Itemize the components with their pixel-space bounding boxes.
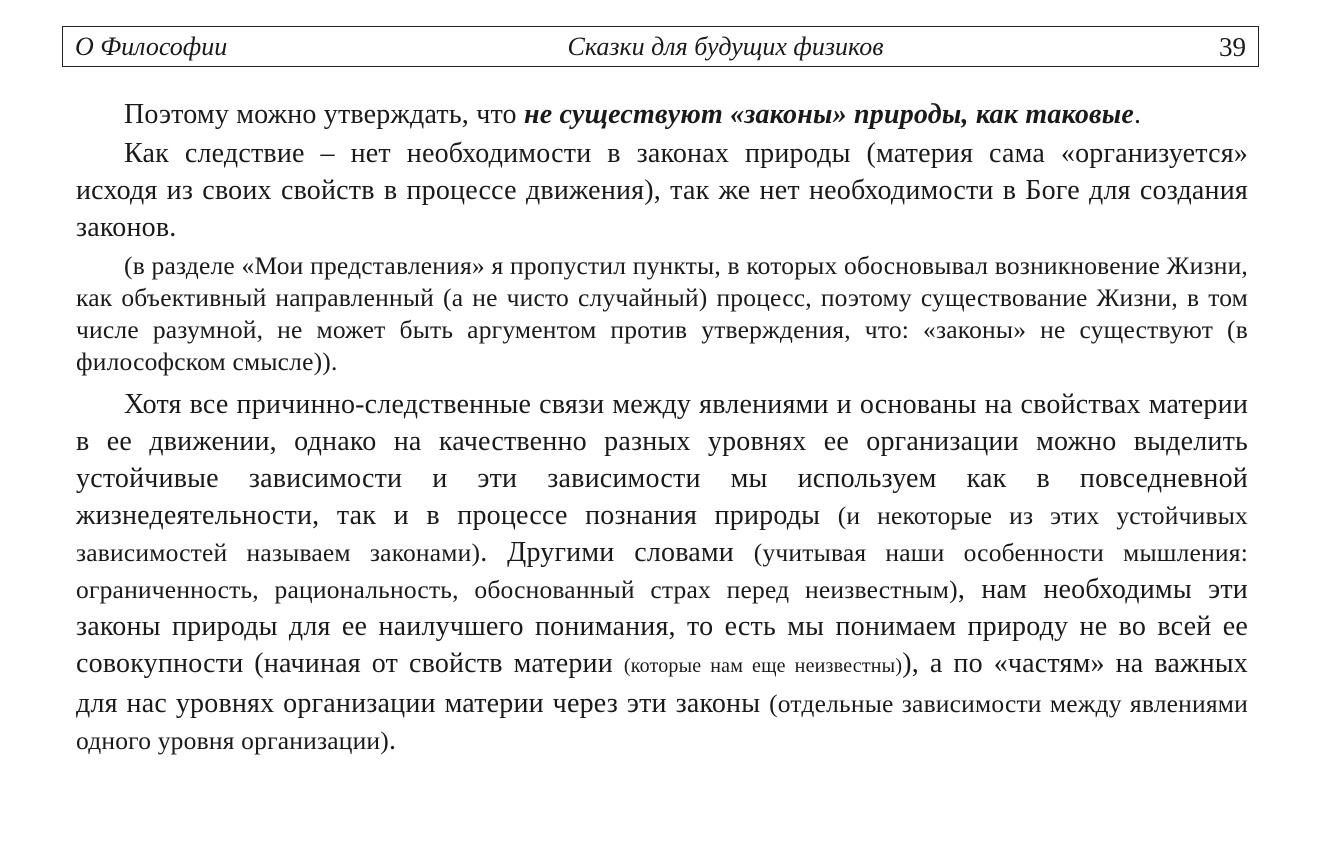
page-body xyxy=(76,96,1248,759)
paragraph-4-part-6: (которые нам еще неизвестны) xyxy=(623,655,903,677)
page-number: 39 xyxy=(1219,32,1246,62)
paragraph-4-part-9: . xyxy=(388,725,397,756)
paragraph-4-part-4: (учитывая наши особенности мышления: ограниченность, рациональность, обоснованный страх перед неизвестным) xyxy=(76,538,1248,604)
paragraph-4 xyxy=(76,386,1248,759)
paragraph-4-part-7: ), а по «частям» на важных для нас уровнях организации материи через эти законы xyxy=(76,648,1248,719)
paragraph-4-part-2: (и некоторые из этих устойчивых зависимостей называем законами) xyxy=(76,501,1248,567)
paragraph-4-part-8: (отдельные зависимости между явлениями одного уровня организации) xyxy=(76,689,1248,755)
paragraph-1-emphasis: не существуют «законы» природы, как таковые xyxy=(523,99,1135,130)
paragraph-1-end: . xyxy=(1134,99,1142,130)
paragraph-4-part-3: . Другими словами xyxy=(480,537,754,568)
paragraph-1 xyxy=(76,96,1248,133)
paragraph-4-part-1: Хотя все причинно-следственные связи между явлениями и основаны на свойствах материи в ее движении, однако на качественно разных уровнях ее организации можно выделить устойчивые зависимости и эти зависимости мы используем как в повседневной жизнедеятельности, так и в процессе познания природы xyxy=(76,389,1248,531)
paragraph-4-part-5: , нам необходимы эти законы природы для ее наилучшего понимания, то есть мы понимаем природу не во всей ее совокупности (начиная от свойств материи xyxy=(76,574,1248,679)
header-section-title: О Философии xyxy=(75,32,228,61)
page-header xyxy=(62,26,1259,67)
header-book-title: Сказки для будущих физиков xyxy=(567,32,884,61)
paragraph-3-note: (в разделе «Мои представления» я пропустил пункты, в которых обосновывал возникновение Жизни, как объективный направленный (а не чисто случайный) процесс, поэтому существование Жизни, в том числе разумной, не может быть аргументом против утверждения, что: «законы» не существуют (в философском смысле)). xyxy=(76,251,1248,376)
paragraph-1-text: Поэтому можно утверждать, что xyxy=(124,99,524,130)
paragraph-2: Как следствие – нет необходимости в законах природы (материя сама «организуется» исходя из своих свойств в процессе движения), так же нет необходимости в Боге для создания законов. xyxy=(76,138,1248,243)
